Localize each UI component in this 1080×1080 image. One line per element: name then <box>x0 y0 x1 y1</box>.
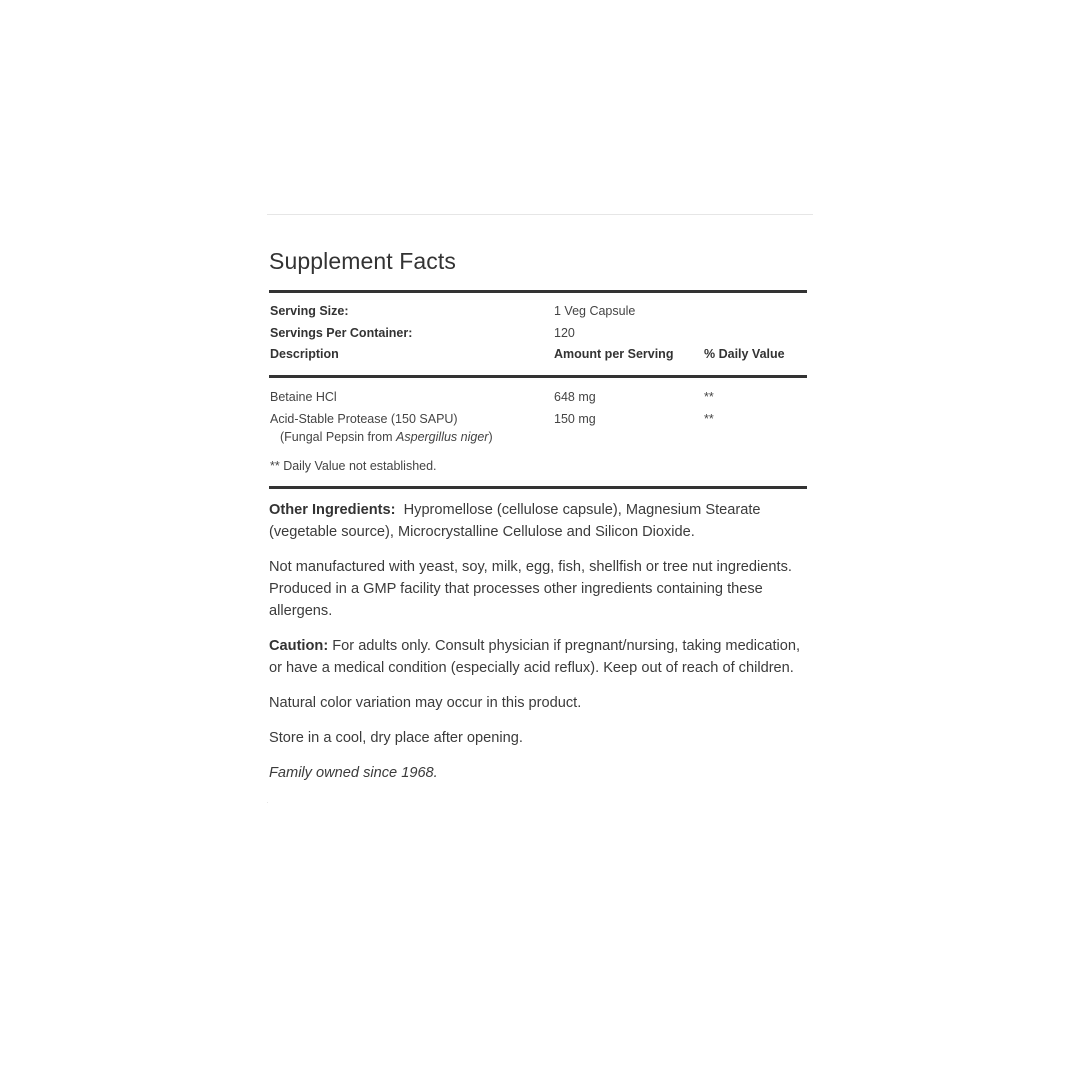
other-ingredients-label: Other Ingredients: <box>269 502 396 518</box>
panel-title: Supplement Facts <box>269 248 456 274</box>
caution-statement <box>269 635 807 679</box>
top-divider <box>267 214 813 215</box>
ingredient-name: Acid-Stable Protease (150 SAPU) <box>270 411 458 426</box>
table-row <box>269 387 807 409</box>
serving-size-row <box>269 301 807 323</box>
protease-source-suffix: ) <box>488 430 493 444</box>
ingredient-amount: 648 mg <box>554 390 596 404</box>
column-header-daily-value: % Daily Value <box>704 347 785 361</box>
ingredient-daily-value: ** <box>704 390 714 404</box>
ingredient-list <box>269 378 807 475</box>
ingredient-amount: 150 mg <box>554 411 596 426</box>
servings-per-container-value: 120 <box>554 325 575 340</box>
column-header-row <box>269 344 807 366</box>
bottom-divider-speck <box>267 802 268 803</box>
storage-note: Store in a cool, dry place after opening. <box>269 730 523 746</box>
protease-source-note <box>269 428 807 446</box>
column-header-amount: Amount per Serving <box>554 347 674 361</box>
color-variation-note: Natural color variation may occur in this product. <box>269 695 582 711</box>
serving-info <box>269 293 807 375</box>
footer-rule <box>269 486 807 489</box>
other-ingredients-text: Hypromellose (cellulose capsule), Magnesium Stearate (vegetable source), Microcrystalline Cellulose and Silicon Dioxide. <box>269 502 761 540</box>
brand-tagline: Family owned since 1968. <box>269 765 438 781</box>
servings-per-container-label: Servings Per Container: <box>270 325 413 340</box>
caution-text: For adults only. Consult physician if pregnant/nursing, taking medication, or have a medical condition (especially acid reflux). Keep out of reach of children. <box>269 638 801 676</box>
column-header-description: Description <box>270 347 339 361</box>
allergen-statement: Not manufactured with yeast, soy, milk, egg, fish, shellfish or tree nut ingredients. Produced in a GMP facility that processes other ingredients containing these allergens. <box>269 559 792 619</box>
supplement-facts-panel <box>269 236 807 784</box>
other-ingredients <box>269 499 807 543</box>
protease-source-prefix: (Fungal Pepsin from <box>280 430 397 444</box>
ingredient-daily-value: ** <box>704 411 714 426</box>
serving-size-label: Serving Size: <box>270 304 349 318</box>
daily-value-footnote: ** Daily Value not established. <box>270 459 437 473</box>
serving-size-value: 1 Veg Capsule <box>554 304 636 318</box>
caution-label: Caution: <box>269 638 329 654</box>
servings-per-container-row <box>269 323 807 345</box>
ingredient-name: Betaine HCl <box>270 390 337 404</box>
protease-source-organism: Aspergillus niger <box>396 430 489 444</box>
table-row <box>269 409 807 431</box>
